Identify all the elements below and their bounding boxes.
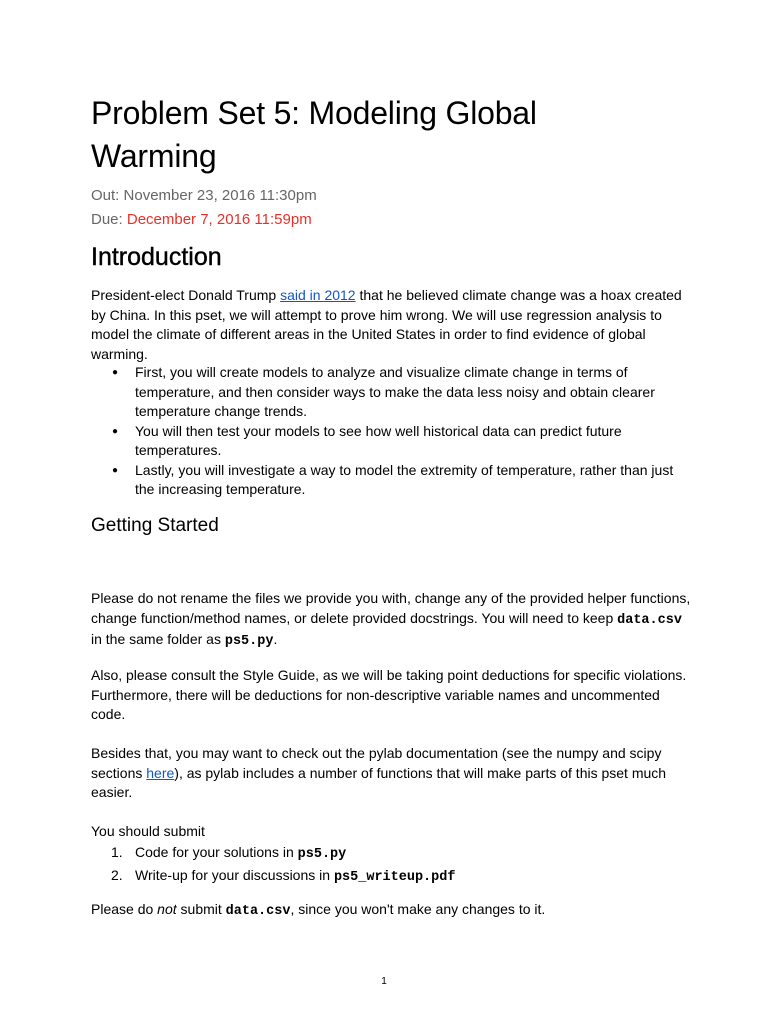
due-date-line	[91, 210, 312, 230]
due-label: Due:	[91, 211, 123, 228]
donot-text-2: submit	[176, 901, 226, 917]
out-label: Out:	[91, 187, 120, 204]
said-in-2012-link[interactable]: said in 2012	[280, 287, 356, 303]
introduction-heading: Introduction	[91, 243, 222, 271]
submit-intro: You should submit	[91, 823, 205, 839]
files-text-2: in the same folder as	[91, 631, 225, 647]
list-item	[91, 865, 691, 888]
item-code: ps5_writeup.pdf	[333, 870, 456, 885]
item-number: 1.	[111, 844, 123, 860]
ps5-py-code: ps5.py	[224, 634, 274, 649]
do-not-submit-paragraph	[91, 900, 691, 922]
due-date: December 7, 2016 11:59pm	[126, 211, 312, 228]
item-text: Write-up for your discussions in	[135, 867, 334, 883]
item-code: ps5.py	[297, 847, 347, 862]
bullet-text: First, you will create models to analyze and visualize climate change in terms of temperature, and then consider ways to make the data less noisy and obtain clearer temperature change trends.	[135, 364, 655, 419]
here-link[interactable]: here	[146, 764, 175, 781]
files-paragraph	[91, 589, 691, 652]
donot-text-3: , since you won't make any changes to it.	[290, 901, 546, 917]
page-title: Problem Set 5: Modeling Global Warming	[91, 95, 537, 174]
bullet-icon: ●	[112, 367, 119, 378]
item-number: 2.	[111, 867, 123, 883]
donot-emphasis: not	[157, 901, 177, 917]
pylab-text-start: Besides that, you may want to check out the pylab documentation (see the numpy and scipy sections	[91, 745, 662, 781]
out-date: November 23, 2016 11:30pm	[123, 187, 317, 204]
list-item	[91, 842, 691, 865]
files-text-1: Please do not rename the files we provide you with, change any of the provided helper functions, change function/method names, or delete provided docstrings. You will need to keep	[91, 590, 691, 626]
introduction-paragraph	[91, 286, 691, 364]
bullet-text: Lastly, you will investigate a way to model the extremity of temperature, rather than just the increasing temperature.	[135, 461, 674, 497]
getting-started-heading: Getting Started	[91, 515, 219, 536]
files-text-3: .	[273, 631, 278, 647]
bullet-text: You will then test your models to see how well historical data can predict future temperatures.	[135, 422, 622, 458]
submit-list	[91, 842, 691, 888]
list-item	[91, 461, 691, 500]
pylab-text-end: ), as pylab includes a number of functions that will make parts of this pset much easier.	[91, 764, 667, 800]
intro-text-start: President-elect Donald Trump	[91, 287, 281, 303]
bullet-icon: ●	[112, 425, 119, 437]
pylab-paragraph	[91, 744, 691, 803]
list-item	[91, 363, 691, 422]
donot-text-1: Please do	[91, 901, 158, 917]
item-text: Code for your solutions in	[135, 844, 298, 860]
introduction-bullet-list	[91, 363, 691, 500]
bullet-icon: ●	[112, 464, 119, 476]
out-date-line	[91, 186, 317, 206]
data-csv-code: data.csv	[617, 612, 682, 628]
data-csv-code: data.csv	[225, 904, 291, 919]
style-guide-paragraph: Also, please consult the Style Guide, as we will be taking point deductions for specific violations. Furthermore, there will be deductions for non-descriptive variable names and uncommented code.	[91, 667, 687, 722]
page-number: 1	[381, 976, 387, 987]
list-item	[91, 422, 691, 461]
intro-text-end: that he believed climate change was a hoax created by China. In this pset, we will attempt to prove him wrong. We will use regression analysis to model the climate of different areas in the United States in order to find evidence of global warming.	[91, 287, 682, 362]
